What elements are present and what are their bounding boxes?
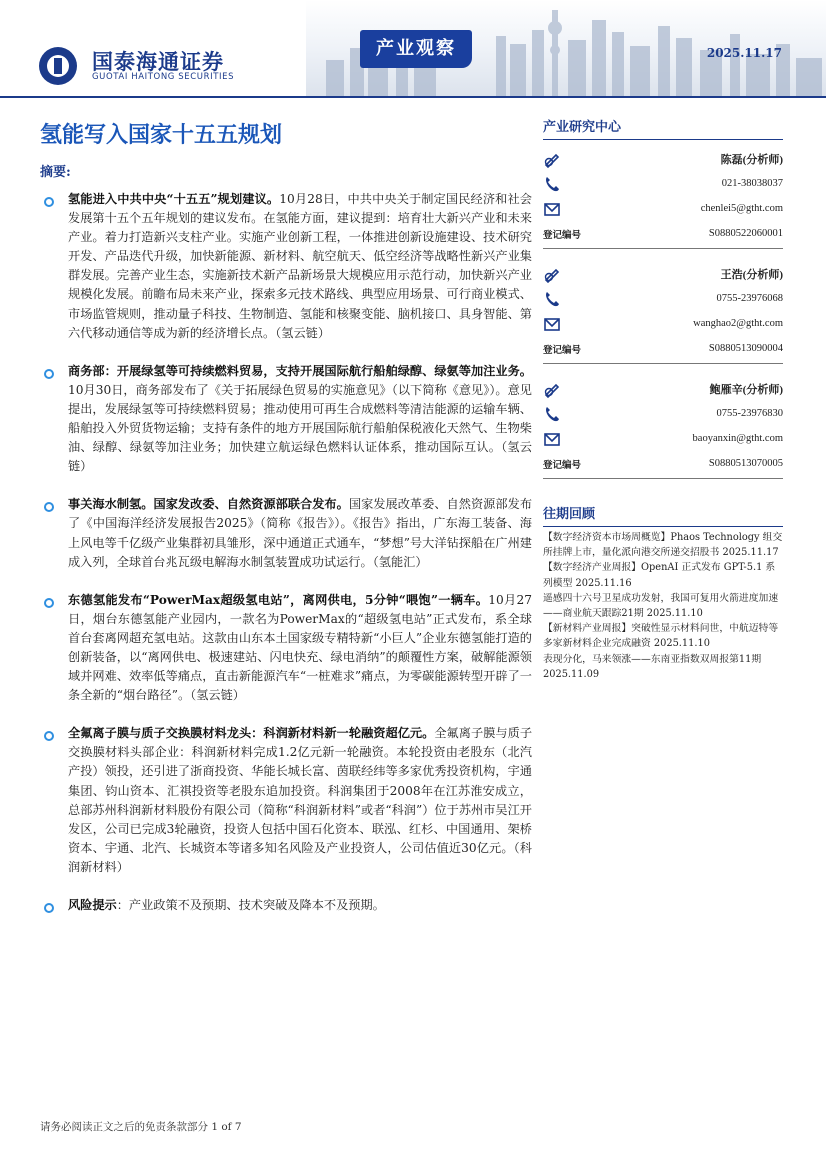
item-headline: 商务部：开展绿氢等可持续燃料贸易，支持开展国际航行船舶绿醇、绿氨等加注业务。 bbox=[68, 363, 532, 378]
abstract-item bbox=[44, 362, 532, 477]
item-headline: 事关海水制氢。国家发改委、自然资源部联合发布。 bbox=[68, 497, 349, 512]
item-text: ：产业政策不及预期、技术突破及降本不及预期。 bbox=[116, 898, 385, 912]
abstract-label: 摘要: bbox=[40, 165, 71, 180]
item-headline: 东德氢能发布“PowerMax超级氢电站”，离网供电，5分钟“喂饱”一辆车。 bbox=[68, 592, 489, 607]
item-text: 10月28日，中共中央关于制定国民经济和社会发展第十五个五年规划的建议发布。在氢能方面，建议提到：培育壮大新兴产业和未来产业。着力打造新兴支柱产业。实施产业创新工程，一体推进创新设施建设、技术研究开发、产品迭代升级，加快新能源、新材料、航空航天、低空经济等战略性新兴产业集群发展。完善产业生态，实施新技术新产品新场景大规模应用示范行动，加快新兴产业规模化发展。前瞻布局未来产业，探索多元技术路线、典型应用场景、可行商业模式、市场监管规则，推动量子科技、生物制造、氢能和核聚变能、脑机接口、具身智能、第六代移动通信等成为新的经济增长点。（氢云链） bbox=[68, 192, 532, 340]
page-footer: 请务必阅读正文之后的免责条款部分 1 of 7 bbox=[40, 1121, 242, 1133]
item-headline: 风险提示 bbox=[68, 898, 117, 912]
reg-label: 登记编号 bbox=[543, 229, 582, 241]
page-header bbox=[0, 0, 826, 96]
analyst-email[interactable]: baoyanxin@gtht.com bbox=[692, 433, 783, 444]
analyst-phone: 0755-23976068 bbox=[716, 293, 783, 304]
report-date: 2025.11.17 bbox=[706, 46, 782, 60]
bullet-icon bbox=[44, 598, 54, 608]
analyst-name: 王浩(分析师) bbox=[720, 268, 783, 281]
header-divider bbox=[0, 96, 826, 98]
abstract-item bbox=[44, 724, 532, 877]
bullet-icon bbox=[44, 903, 54, 913]
analyst-name: 陈磊(分析师) bbox=[720, 153, 783, 166]
past-report-link[interactable]: 【数字经济产业周报】OpenAI 正式发布 GPT-5.1 系列模型 2025.11.16 bbox=[543, 562, 776, 589]
pen-icon bbox=[543, 150, 561, 168]
pen-icon bbox=[543, 380, 561, 398]
reg-label: 登记编号 bbox=[543, 344, 582, 356]
research-center-title: 产业研究中心 bbox=[543, 116, 783, 140]
past-report-link[interactable]: 【新材料产业周报】突破性显示材料问世，中航迈特等多家新材料企业完成融资 2025.11.10 bbox=[543, 623, 779, 650]
abstract-item bbox=[44, 190, 532, 343]
phone-icon bbox=[543, 405, 561, 423]
bullet-icon bbox=[44, 731, 54, 741]
analyst-card bbox=[543, 261, 783, 364]
analyst-card bbox=[543, 146, 783, 249]
past-reports-title: 往期回顾 bbox=[543, 503, 783, 527]
sidebar bbox=[543, 116, 783, 682]
phone-icon bbox=[543, 290, 561, 308]
analyst-reg-number: S0880522060001 bbox=[708, 228, 783, 239]
abstract-body bbox=[44, 190, 532, 934]
past-report-link[interactable]: 表现分化，马来领涨——东南亚指数双周报第11期 2025.11.09 bbox=[543, 653, 762, 680]
past-reports-list bbox=[543, 530, 783, 682]
mail-icon bbox=[543, 315, 561, 333]
brand-name: 国泰海通证券 bbox=[92, 50, 224, 74]
past-report-link[interactable]: 【数字经济资本市场周概览】Phaos Technology 组交所挂牌上市，量化派向港交所递交招股书 2025.11.17 bbox=[543, 532, 783, 559]
company-logo-icon bbox=[38, 46, 78, 86]
phone-icon bbox=[543, 175, 561, 193]
item-text: 10月30日，商务部发布了《关于拓展绿色贸易的实施意见》（以下简称《意见》）。意见提出，发展绿氢等可持续燃料贸易；推动使用可再生合成燃料等清洁能源的运输车辆、船舶投入外贸货物运输；支持有条件的地方开展国际航行船舶保税液化天然气、生物柴油、绿醇、绿氨等加注业务；加快建立航运绿色燃料认证体系，推动国际互认。（氢云链） bbox=[68, 382, 532, 474]
analyst-name: 鲍雁辛(分析师) bbox=[709, 383, 783, 396]
abstract-item bbox=[44, 591, 532, 706]
reg-label: 登记编号 bbox=[543, 459, 582, 471]
bullet-icon bbox=[44, 369, 54, 379]
report-title: 氢能写入国家十五五规划 bbox=[40, 123, 283, 148]
item-text: 国家发展改革委、自然资源部发布了《中国海洋经济发展报告2025》（简称《报告》）。《报告》指出，广东海工装备、海上风电等千亿级产业集群初具雏形，深中通道正式通车，“梦想”号大洋钻探船在广州建成入列，全球首台兆瓦级电解海水制氢装置成功试运行。（氢能汇） bbox=[68, 497, 533, 569]
analyst-email[interactable]: chenlei5@gtht.com bbox=[700, 203, 783, 214]
report-type-tag: 产业观察 bbox=[360, 30, 472, 68]
analyst-phone: 021-38038037 bbox=[721, 178, 783, 189]
item-headline: 氢能进入中共中央“十五五”规划建议。 bbox=[68, 192, 280, 206]
brand-name-en: GUOTAI HAITONG SECURITIES bbox=[92, 72, 235, 82]
past-report-link[interactable]: 遥感四十六号卫星成功发射，我国可复用火箭进度加速——商业航天跟踪21期 2025.11.10 bbox=[543, 592, 779, 620]
risk-warning bbox=[44, 896, 532, 915]
mail-icon bbox=[543, 430, 561, 448]
analyst-reg-number: S0880513090004 bbox=[708, 343, 783, 354]
item-headline: 全氟离子膜与质子交换膜材料龙头：科润新材料新一轮融资超亿元。 bbox=[68, 726, 435, 741]
analyst-email[interactable]: wanghao2@gtht.com bbox=[693, 318, 783, 329]
bullet-icon bbox=[44, 502, 54, 512]
item-text: 全氟离子膜与质子交换膜材料头部企业：科润新材料完成1.2亿元新一轮融资。本轮投资由老股东（北汽产投）领投，还引进了浙商投资、华能长城长富、茵联经纬等多家优秀投资机构，宇通集团、钧山资本、汇祺投资等老股东追加投资。科润集团于2008年在江苏淮安成立，总部苏州科润新材料股份有限公司（简称“科润新材料”或者“科润”）位于苏州市吴江开发区，公司已完成3轮融资，投资人包括中国石化资本、联泓、红杉、中国通用、架桥资本、宇通、北汽、长城资本等诸多知名风险及产业投资人，公司估值近30亿元。（科润新材料） bbox=[68, 726, 533, 874]
item-text: 10月27日，烟台东德氢能产业园内，一款名为PowerMax的“超级氢电站”正式发布，系全球首台套离网超充氢电站。这款由山东本土国家级专精特新“小巨人”企业东德氢能打造的创新装备，以“离网供电、极速建站、闪电快充、绿电消纳”的颠覆性方案，破解能源领域并网难、效率低等痛点，直击新能源汽车“一桩难求”痛点，为零碳能源转型开辟了一条全新的“烟台路径”。（氢云链） bbox=[68, 592, 532, 703]
analyst-reg-number: S0880513070005 bbox=[708, 458, 783, 469]
abstract-item bbox=[44, 495, 532, 571]
pen-icon bbox=[543, 265, 561, 283]
bullet-icon bbox=[44, 197, 54, 207]
analyst-card bbox=[543, 376, 783, 479]
analyst-phone: 0755-23976830 bbox=[716, 408, 783, 419]
mail-icon bbox=[543, 200, 561, 218]
